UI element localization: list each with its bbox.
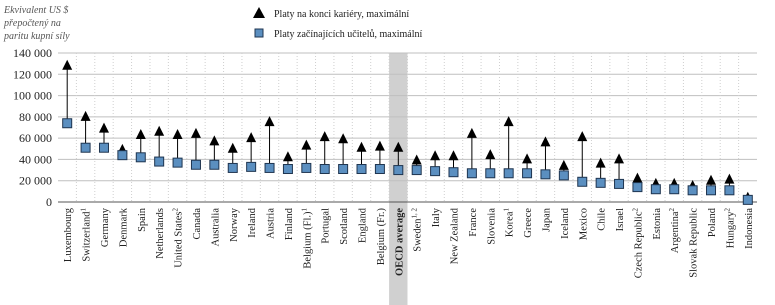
x-tick-label: Italy: [431, 208, 443, 228]
top-salary-marker: [228, 143, 238, 153]
x-tick-label: Switzerland$^1$: [79, 208, 93, 262]
start-salary-marker: [504, 169, 513, 178]
x-tick-label: Scotland: [339, 208, 351, 245]
y-axis-label-line: přepočtený na: [4, 18, 61, 29]
top-salary-marker: [301, 140, 311, 150]
x-tick-label: New Zealand: [449, 208, 461, 265]
start-salary-marker: [670, 185, 679, 194]
top-salary-marker: [357, 142, 367, 152]
y-tick-label: 40 000: [19, 152, 52, 167]
y-tick-label: 80 000: [19, 109, 52, 124]
start-salary-marker: [523, 169, 532, 178]
x-tick-label: OECD average: [394, 208, 406, 276]
x-tick-label: Czech Republic$^2$: [631, 208, 645, 279]
x-tick-label: Germany: [99, 208, 111, 248]
top-salary-marker: [448, 150, 458, 160]
start-salary-marker: [596, 178, 605, 187]
y-tick-label: 60 000: [19, 131, 52, 146]
x-tick-label: Japan: [541, 208, 553, 232]
x-tick-label: Australia: [210, 208, 222, 247]
top-salary-marker: [320, 131, 330, 141]
start-salary-marker: [375, 165, 384, 174]
top-salary-marker: [209, 135, 219, 145]
legend-triangle-icon: [253, 7, 265, 18]
start-salary-marker: [578, 177, 587, 186]
start-salary-marker: [743, 195, 752, 204]
x-tick-label: Belgium (Fr.): [375, 208, 387, 266]
start-salary-marker: [173, 158, 182, 167]
legend: [253, 7, 423, 40]
x-tick-label: Finland: [283, 208, 295, 241]
start-salary-marker: [449, 168, 458, 177]
start-salary-marker: [412, 166, 421, 175]
top-salary-marker: [724, 174, 734, 184]
x-tick-label: Greece: [523, 208, 535, 238]
start-salary-marker: [118, 151, 127, 160]
top-salary-marker: [375, 141, 385, 151]
start-salary-marker: [265, 163, 274, 172]
top-salary-marker: [614, 153, 624, 163]
top-salary-marker: [485, 149, 495, 159]
x-tick-label: Netherlands: [155, 208, 167, 259]
top-salary-marker: [191, 128, 201, 138]
x-tick-label: France: [467, 208, 479, 237]
top-salary-marker: [430, 150, 440, 160]
x-tick-label: Slovak Republic: [688, 208, 700, 278]
top-salary-marker: [632, 173, 642, 183]
start-salary-marker: [633, 183, 642, 192]
x-tick-label: Denmark: [118, 208, 130, 248]
top-salary-marker: [283, 151, 293, 161]
start-salary-marker: [339, 165, 348, 174]
start-salary-marker: [210, 160, 219, 169]
start-salary-marker: [283, 165, 292, 174]
top-salary-marker: [706, 175, 716, 185]
y-tick-label: 140 000: [13, 46, 52, 60]
legend-label: Platy na konci kariéry, maximální: [274, 9, 410, 20]
top-salary-marker: [577, 131, 587, 141]
x-tick-label: Ireland: [247, 208, 259, 238]
start-salary-marker: [357, 165, 366, 174]
start-salary-marker: [136, 153, 145, 162]
x-tick-label: Indonesia: [743, 208, 755, 249]
x-tick-label: Portugal: [320, 208, 332, 244]
start-salary-marker: [155, 157, 164, 166]
start-salary-marker: [63, 119, 72, 128]
top-salary-marker: [99, 123, 109, 133]
start-salary-marker: [431, 167, 440, 176]
y-tick-label: 100 000: [13, 88, 52, 103]
legend-square-icon: [255, 29, 263, 37]
top-salary-marker: [136, 129, 146, 139]
start-salary-marker: [467, 169, 476, 178]
x-tick-label: Luxembourg: [63, 208, 75, 263]
start-salary-marker: [191, 160, 200, 169]
start-salary-marker: [725, 186, 734, 195]
start-salary-marker: [81, 143, 90, 152]
y-axis-label-line: paritu kupní síly: [4, 31, 70, 42]
x-tick-label: United States$^2$: [171, 208, 185, 268]
start-salary-marker: [615, 179, 624, 188]
start-salary-marker: [320, 165, 329, 174]
y-tick-label: 20 000: [19, 173, 52, 188]
start-salary-marker: [688, 186, 697, 195]
start-salary-marker: [99, 143, 108, 152]
legend-label: Platy začínajících učitelů, maximální: [274, 29, 423, 40]
plot-area: [13, 46, 757, 305]
x-tick-label: Belgium $(Fl.)^1$: [300, 208, 314, 269]
x-tick-label: Chile: [596, 208, 608, 231]
y-tick-label: 120 000: [13, 67, 52, 82]
top-salary-marker: [265, 116, 275, 126]
x-tick-label: Canada: [191, 208, 203, 240]
x-tick-label: Austria: [265, 208, 277, 239]
start-salary-marker: [541, 170, 550, 179]
top-salary-marker: [559, 160, 569, 170]
top-salary-marker: [173, 129, 183, 139]
top-salary-marker: [81, 111, 91, 121]
top-salary-marker: [504, 116, 514, 126]
x-tick-label: Argentina$^2$: [668, 208, 682, 254]
top-salary-marker: [467, 128, 477, 138]
y-tick-label: 0: [46, 195, 52, 209]
x-tick-label: Poland: [707, 208, 719, 238]
x-tick-label: Israel: [615, 208, 627, 232]
x-tick-label: Spain: [136, 208, 148, 232]
start-salary-marker: [486, 169, 495, 178]
start-salary-marker: [394, 166, 403, 175]
y-axis-label: [3, 5, 70, 42]
start-salary-marker: [302, 163, 311, 172]
top-salary-marker: [522, 153, 532, 163]
x-tick-label: Hungary$^2$: [723, 208, 737, 249]
top-salary-marker: [62, 60, 72, 70]
x-tick-label: Korea$^1$: [502, 208, 516, 238]
y-axis-label-line: Ekvivalent US $: [4, 5, 69, 16]
start-salary-marker: [707, 186, 716, 195]
x-tick-label: Norway: [228, 208, 240, 242]
start-salary-marker: [651, 185, 660, 194]
x-tick-label: Mexico: [578, 208, 590, 241]
x-tick-label: Estonia: [651, 208, 663, 240]
start-salary-marker: [247, 162, 256, 171]
start-salary-marker: [559, 171, 568, 180]
x-tick-label: Sweden$^{1, 2}$: [410, 208, 424, 252]
start-salary-marker: [228, 163, 237, 172]
top-salary-marker: [154, 126, 164, 136]
top-salary-marker: [246, 132, 256, 142]
x-tick-label: Iceland: [559, 208, 571, 239]
x-tick-label: Slovenia: [486, 208, 498, 245]
x-tick-label: England: [357, 208, 369, 243]
